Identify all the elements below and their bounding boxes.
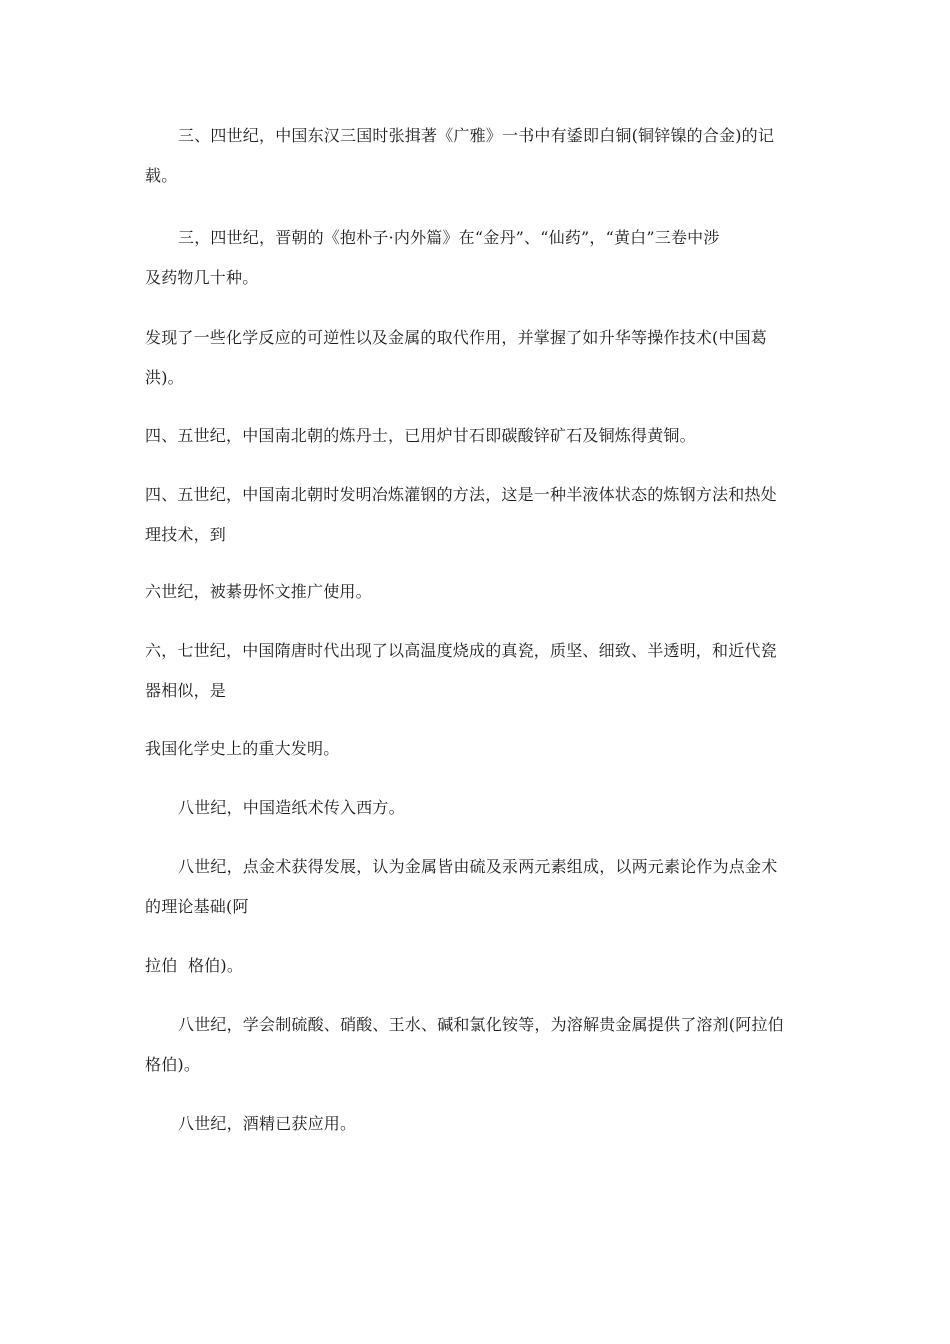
paragraph bbox=[145, 946, 810, 986]
paragraph bbox=[145, 116, 810, 196]
text-line: 六，七世纪，中国隋唐时代出现了以高温度烧成的真瓷，质坚、细致、半透明，和近代瓷 bbox=[145, 641, 777, 660]
paragraph bbox=[145, 475, 810, 555]
text-line: 八世纪，酒精已获应用。 bbox=[178, 1114, 357, 1133]
text-line: 器相似，是 bbox=[145, 681, 227, 700]
text-line: 我国化学史上的重大发明。 bbox=[145, 739, 340, 758]
text-line: 八世纪，点金术获得发展，认为金属皆由硫及汞两元素组成，以两元素论作为点金术 bbox=[178, 857, 778, 876]
paragraph bbox=[145, 572, 810, 612]
text-line: 洪)。 bbox=[145, 368, 184, 387]
text-line: 及药物几十种。 bbox=[145, 268, 259, 287]
text-line: 三，四世纪，晋朝的《抱朴子·内外篇》在“金丹”、“仙药”，“黄白”三卷中涉 bbox=[178, 228, 720, 247]
paragraph bbox=[145, 729, 810, 769]
paragraph bbox=[145, 847, 810, 927]
paragraph bbox=[145, 218, 810, 298]
text-line: 四、五世纪，中国南北朝的炼丹士，已用炉甘石即碳酸锌矿石及铜炼得黄铜。 bbox=[145, 426, 696, 445]
text-line: 的理论基础(阿 bbox=[145, 897, 249, 916]
text-line: 拉伯 格伯)。 bbox=[145, 956, 244, 975]
text-line: 八世纪，学会制硫酸、硝酸、王水、碱和氯化铵等，为溶解贵金属提供了溶剂(阿拉伯 bbox=[178, 1015, 784, 1034]
paragraph bbox=[145, 631, 810, 711]
text-line: 八世纪，中国造纸术传入西方。 bbox=[178, 798, 405, 817]
text-line: 载。 bbox=[145, 166, 178, 185]
text-line: 六世纪，被綦毋怀文推广使用。 bbox=[145, 582, 372, 601]
text-line: 格伯)。 bbox=[145, 1055, 201, 1074]
paragraph bbox=[145, 318, 810, 398]
text-line: 发现了一些化学反应的可逆性以及金属的取代作用，并掌握了如升华等操作技术(中国葛 bbox=[145, 328, 768, 347]
paragraph bbox=[145, 1005, 810, 1085]
text-line: 四、五世纪，中国南北朝时发明冶炼灌钢的方法，这是一种半液体状态的炼钢方法和热处 bbox=[145, 485, 777, 504]
text-line: 三、四世纪，中国东汉三国时张揖著《广雅》一书中有鋈即白铜(铜锌镍的合金)的记 bbox=[178, 126, 775, 145]
paragraph bbox=[145, 416, 810, 456]
paragraph bbox=[145, 1104, 810, 1144]
text-line: 理技术，到 bbox=[145, 525, 227, 544]
paragraph bbox=[145, 788, 810, 828]
